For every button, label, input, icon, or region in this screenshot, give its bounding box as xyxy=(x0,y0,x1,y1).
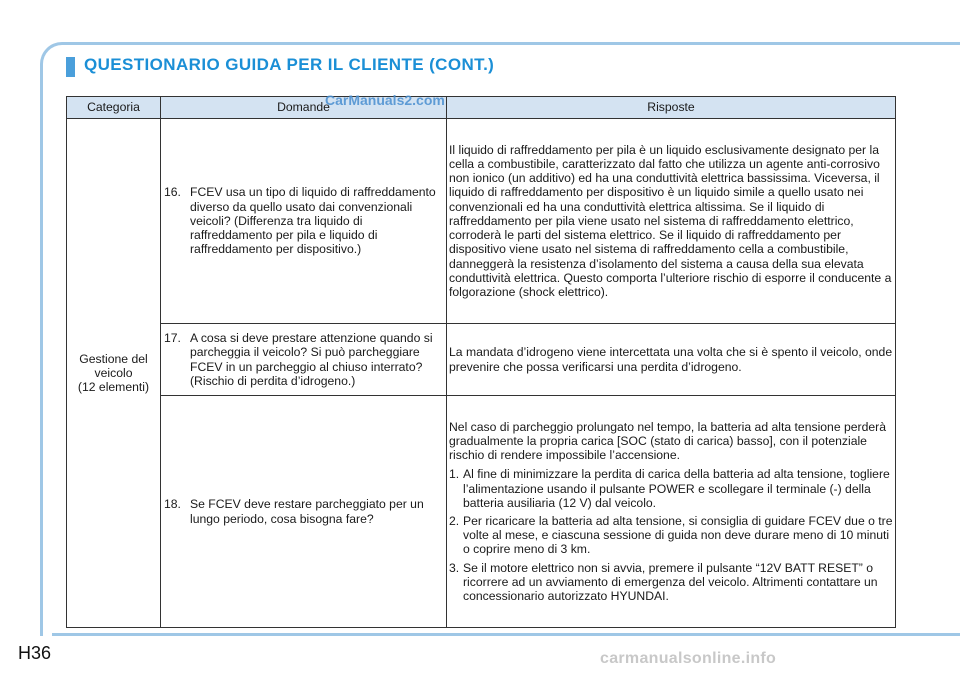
category-line: veicolo xyxy=(94,365,133,380)
question-number: 17. xyxy=(164,331,181,346)
column-header-answers: Risposte xyxy=(447,97,896,119)
list-item-number: 2. xyxy=(449,514,460,528)
list-item-text: Al fine di minimizzare la perdita di carica della batteria ad alta tensione, togliere l’alimentazione usando il pulsante POWER e scollegare il terminale (-) della batteria ausiliaria (12 V) dal veicolo. xyxy=(463,467,890,510)
list-item xyxy=(449,467,893,510)
answer-cell xyxy=(447,119,896,324)
list-item-text: Per ricaricare la batteria ad alta tensione, si consiglia di guidare FCEV due o tre volte al mese, e ciascuna sessione di guida non deve durare meno di 10 minuti o coprire meno di 3 km. xyxy=(463,514,893,557)
column-header-category: Categoria xyxy=(67,97,161,119)
list-item-text: Se il motore elettrico non si avvia, premere il pulsante “12V BATT RESET” o ricorrere ad un avviamento di emergenza del veicolo. Altrimenti contattare un concessionario autorizzato HYUNDAI. xyxy=(463,560,878,604)
question-cell xyxy=(161,324,447,396)
answer-intro: Nel caso di parcheggio prolungato nel tempo, la batteria ad alta tensione perderà gradualmente la propria carica [SOC (stato di carica) basso], con il potenziale rischio di rendere impossibile l’accensione. xyxy=(449,419,887,463)
page-number: H36 xyxy=(18,643,52,663)
list-item xyxy=(449,561,893,604)
answer-text: La mandata d’idrogeno viene intercettata una volta che si è spento il veicolo, onde prevenire che possa verificarsi una perdita d’idrogeno. xyxy=(449,345,893,374)
list-item-number: 3. xyxy=(449,560,460,575)
table-row xyxy=(67,119,896,324)
watermark-bottom: carmanualsonline.info xyxy=(600,650,777,667)
question-cell xyxy=(161,119,447,324)
answer-cell xyxy=(447,396,896,628)
questionnaire-table xyxy=(66,96,896,628)
answer-text: Il liquido di raffreddamento per pila è un liquido esclusivamente designato per la cella a combustibile, caratterizzato dal fatto che utilizza un agente anti-corrosivo non ionico (un additivo) ed ha una conduttività elettrica bassissima. Viceversa, il liquido di raffreddamento per dispositivo è un liquido simile a quello usato nei convenzionali ed ha una conduttività elettrica altissima. Se il liquido di raffreddamento per pila viene usato nel sistema di raffreddamento elettrico, corroderà le parti del sistema elettrico. Se il liquido di raffreddamento per dispositivo viene usato nel sistema di raffreddamento cella a combustibile, danneggerà la resistenza d’isolamento del sistema a causa della sua elevata conduttività elettrica. Questo comporta l’ulteriore rischio di esporre il conducente a folgorazione (shock elettrico). xyxy=(449,142,892,299)
question-number: 18. xyxy=(164,497,181,512)
category-cell xyxy=(67,119,161,628)
category-line: Gestione del xyxy=(79,351,148,366)
list-item xyxy=(449,514,893,557)
title-accent-bar xyxy=(66,57,75,77)
question-text: Se FCEV deve restare parcheggiato per un lungo periodo, cosa bisogna fare? xyxy=(190,497,424,526)
answer-list xyxy=(449,467,893,603)
table-row xyxy=(67,324,896,396)
question-text: A cosa si deve prestare attenzione quando si parcheggia il veicolo? Si può parcheggiare FCEV in un parcheggio al chiuso interrato? (Rischio di perdita d’idrogeno.) xyxy=(190,331,433,388)
question-number: 16. xyxy=(164,185,181,200)
question-cell xyxy=(161,396,447,628)
category-line: (12 elementi) xyxy=(77,380,150,395)
column-header-questions: Domande xyxy=(161,97,447,119)
answer-cell xyxy=(447,324,896,396)
table-row xyxy=(67,396,896,628)
question-text: FCEV usa un tipo di liquido di raffreddamento diverso da quello usato dai convenzionali veicoli? (Differenza tra liquido di raffreddamento per pila e liquido di raffreddamento per dispositivo.) xyxy=(190,185,436,257)
page-title: QUESTIONARIO GUIDA PER IL CLIENTE (CONT.) xyxy=(84,55,495,74)
list-item-number: 1. xyxy=(449,467,460,482)
page-frame-bottom xyxy=(52,633,960,636)
watermark-top: CarManuals2.com xyxy=(325,92,445,108)
table-header-row xyxy=(67,97,896,119)
